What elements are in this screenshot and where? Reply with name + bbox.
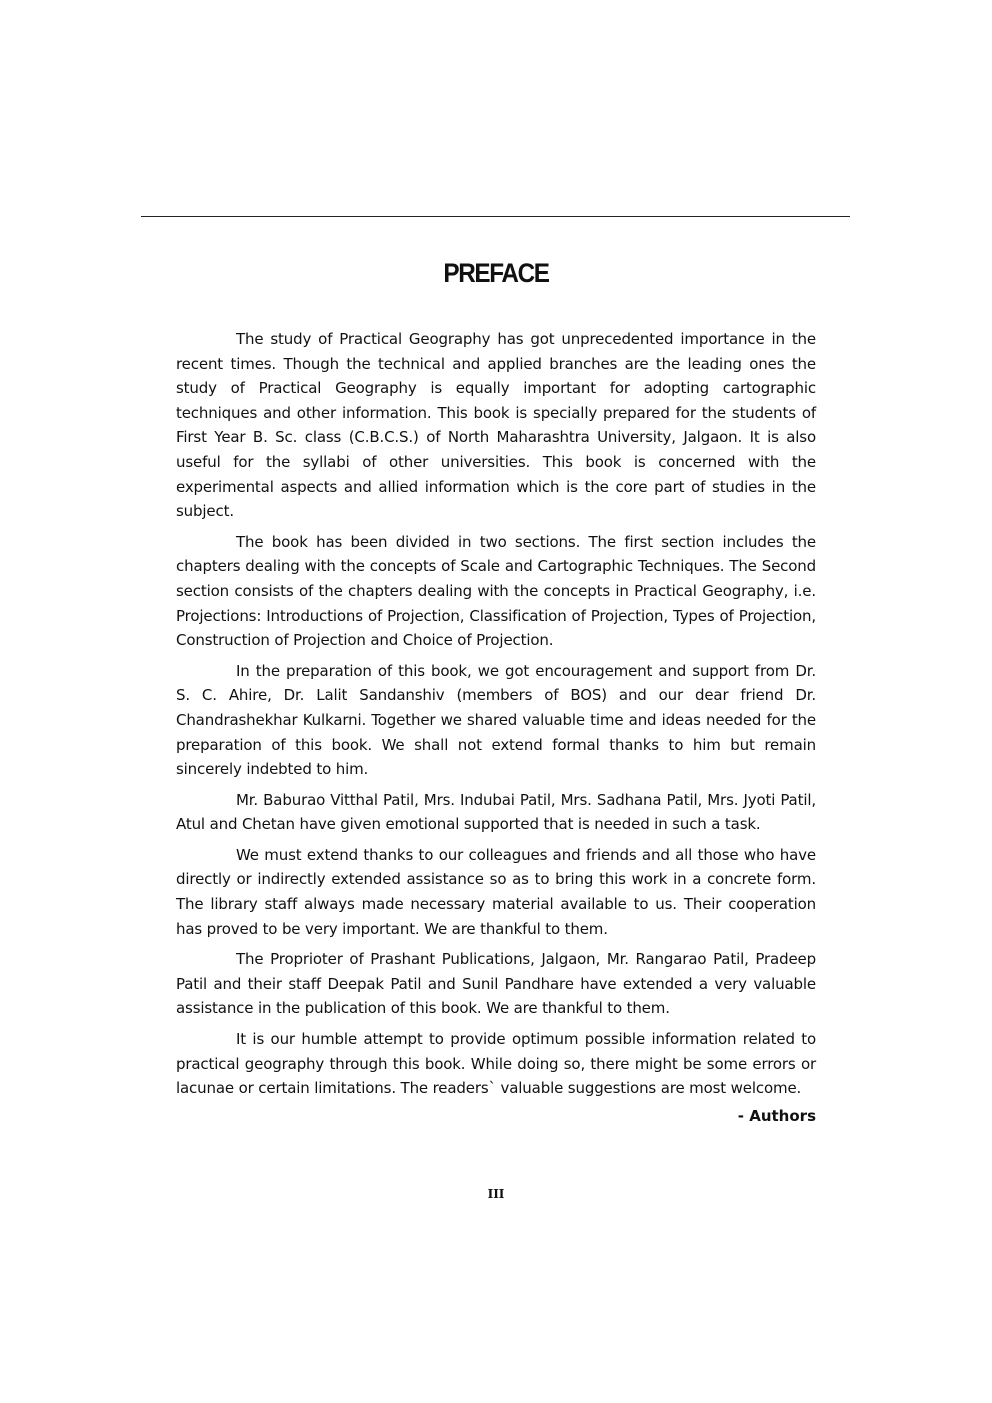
header-rule bbox=[141, 216, 850, 217]
paragraph-closing: It is our humble attempt to provide optimum possible information related to practical geography through this book. While doing so, there might be some errors or lacunae or certain limitations. The readers` valuable suggestions are most welcome. bbox=[176, 1030, 816, 1098]
page-number: III bbox=[487, 1187, 505, 1201]
paragraph-colleagues: We must extend thanks to our colleagues and friends and all those who have directly or indirectly extended assistance so as to bring this work in a concrete form. The library staff always made necessary material available to us. Their cooperation has proved to be very important. We are thankful to them. bbox=[176, 845, 816, 938]
page-title: PREFACE bbox=[443, 258, 549, 288]
paragraph-intro: The study of Practical Geography has got unprecedented importance in the recent times. Though the technical and applied branches are the leading ones the study of Practical Geography is equally important for adopting cartographic techniques and other information. This book is specially prepared for the students of First Year B. Sc. class (C.B.C.S.) of North Maharashtra University, Jalgaon. It is also useful for the syllabi of other universities. This book is concerned with the experimental aspects and allied information which is the core part of studies in the subject. bbox=[176, 330, 816, 521]
paragraph-sections: The book has been divided in two sections. The first section includes the chapters dealing with the concepts of Scale and Cartographic Techniques. The Second section consists of the chapters dealing with the concepts in Practical Geography, i.e. Projections: Introductions of Projection, Classification of Projection, Types of Projection, Construction of Projection and Choice of Projection. bbox=[176, 532, 816, 650]
signature: - Authors bbox=[737, 1106, 816, 1125]
paragraph-publisher: The Proprioter of Prashant Publications, Jalgaon, Mr. Rangarao Patil, Pradeep Patil and their staff Deepak Patil and Sunil Pandhare have extended a very valuable assistance in the publication of this book. We are thankful to them. bbox=[176, 950, 816, 1018]
preface-body bbox=[176, 327, 816, 1128]
paragraph-support: In the preparation of this book, we got encouragement and support from Dr. S. C. Ahire, Dr. Lalit Sandanshiv (members of BOS) and our dear friend Dr. Chandrashekhar Kulkarni. Together we shared valuable time and ideas needed for the preparation of this book. We shall not extend formal thanks to him but remain sincerely indebted to him. bbox=[176, 661, 816, 779]
paragraph-family: Mr. Baburao Vitthal Patil, Mrs. Indubai Patil, Mrs. Sadhana Patil, Mrs. Jyoti Patil, Atul and Chetan have given emotional supported that is needed in such a task. bbox=[176, 790, 816, 834]
